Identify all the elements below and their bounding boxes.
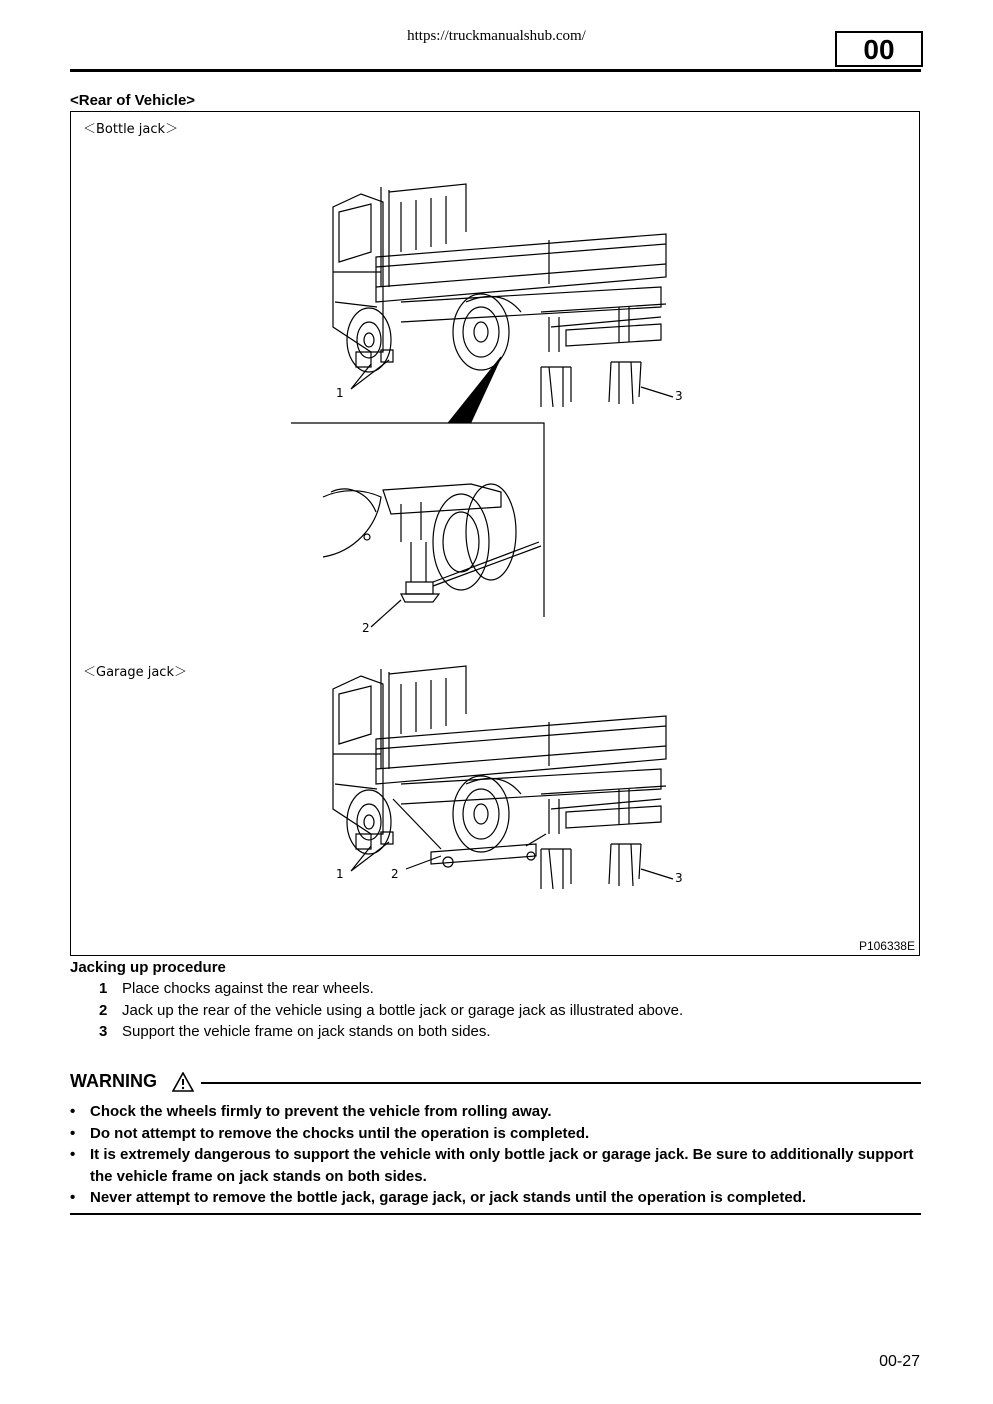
step-text: Support the vehicle frame on jack stands on both sides. <box>122 1023 491 1040</box>
warning-item <box>70 1101 921 1123</box>
bottle-jack-label: ＜Bottle jack＞ <box>83 122 179 137</box>
callout-1-bottom: 1 <box>336 867 344 881</box>
header-url: https://truckmanualshub.com/ <box>407 28 586 44</box>
step-text: Place chocks against the rear wheels. <box>122 980 374 997</box>
illustration-drawing <box>71 112 921 957</box>
procedure-step <box>70 1002 921 1024</box>
section-heading: <Rear of Vehicle> <box>70 92 196 109</box>
procedure-title: Jacking up procedure <box>70 959 226 976</box>
header-rule <box>70 69 921 72</box>
footer-rule <box>70 1213 921 1215</box>
callout-1-top: 1 <box>336 386 344 400</box>
warning-item-text: Do not attempt to remove the chocks until the operation is completed. <box>90 1124 590 1142</box>
warning-item <box>70 1187 921 1209</box>
warning-header <box>70 1071 921 1095</box>
warning-item <box>70 1123 921 1145</box>
bullet: • <box>70 1124 76 1142</box>
step-number: 1 <box>99 980 108 997</box>
warning-list <box>70 1101 921 1209</box>
step-number: 3 <box>99 1023 108 1040</box>
step-text: Jack up the rear of the vehicle using a bottle jack or garage jack as illustrated above. <box>122 1001 684 1019</box>
callout-2-bottom: 2 <box>391 867 399 881</box>
section-number-box: 00 <box>835 31 923 67</box>
warning-item-text: It is extremely dangerous to support the vehicle with only bottle jack or garage jack. Be sure to additionally support the vehicle frame on jack stands on both sides. <box>90 1146 914 1185</box>
bullet: • <box>70 1103 76 1120</box>
warning-title: WARNING <box>70 1071 157 1091</box>
page-number: 00-27 <box>879 1353 920 1370</box>
warning-item-text: Never attempt to remove the bottle jack, garage jack, or jack stands until the operation is completed. <box>90 1189 807 1206</box>
warning-item-text: Chock the wheels firmly to prevent the vehicle from rolling away. <box>90 1103 552 1120</box>
callout-3-bottom: 3 <box>675 871 683 885</box>
truck-drawing-bottle-jack <box>333 184 673 422</box>
procedure-step <box>70 1023 921 1045</box>
bottle-jack-detail <box>323 484 541 627</box>
callout-3-top: 3 <box>675 389 683 403</box>
warning-item <box>70 1144 921 1187</box>
procedure-steps <box>70 980 921 1045</box>
bullet: • <box>70 1146 76 1163</box>
garage-jack-label: ＜Garage jack＞ <box>83 665 187 680</box>
callout-2-inset: 2 <box>362 621 370 635</box>
bullet: • <box>70 1189 76 1206</box>
jacking-illustration <box>70 111 920 956</box>
step-number: 2 <box>99 1001 108 1019</box>
truck-drawing-garage-jack <box>333 666 673 889</box>
inset-frame <box>291 423 544 617</box>
warning-rule <box>201 1082 921 1084</box>
figure-code: P106338E <box>858 939 915 953</box>
procedure-step <box>70 980 921 1002</box>
warning-triangle-icon <box>172 1072 194 1097</box>
